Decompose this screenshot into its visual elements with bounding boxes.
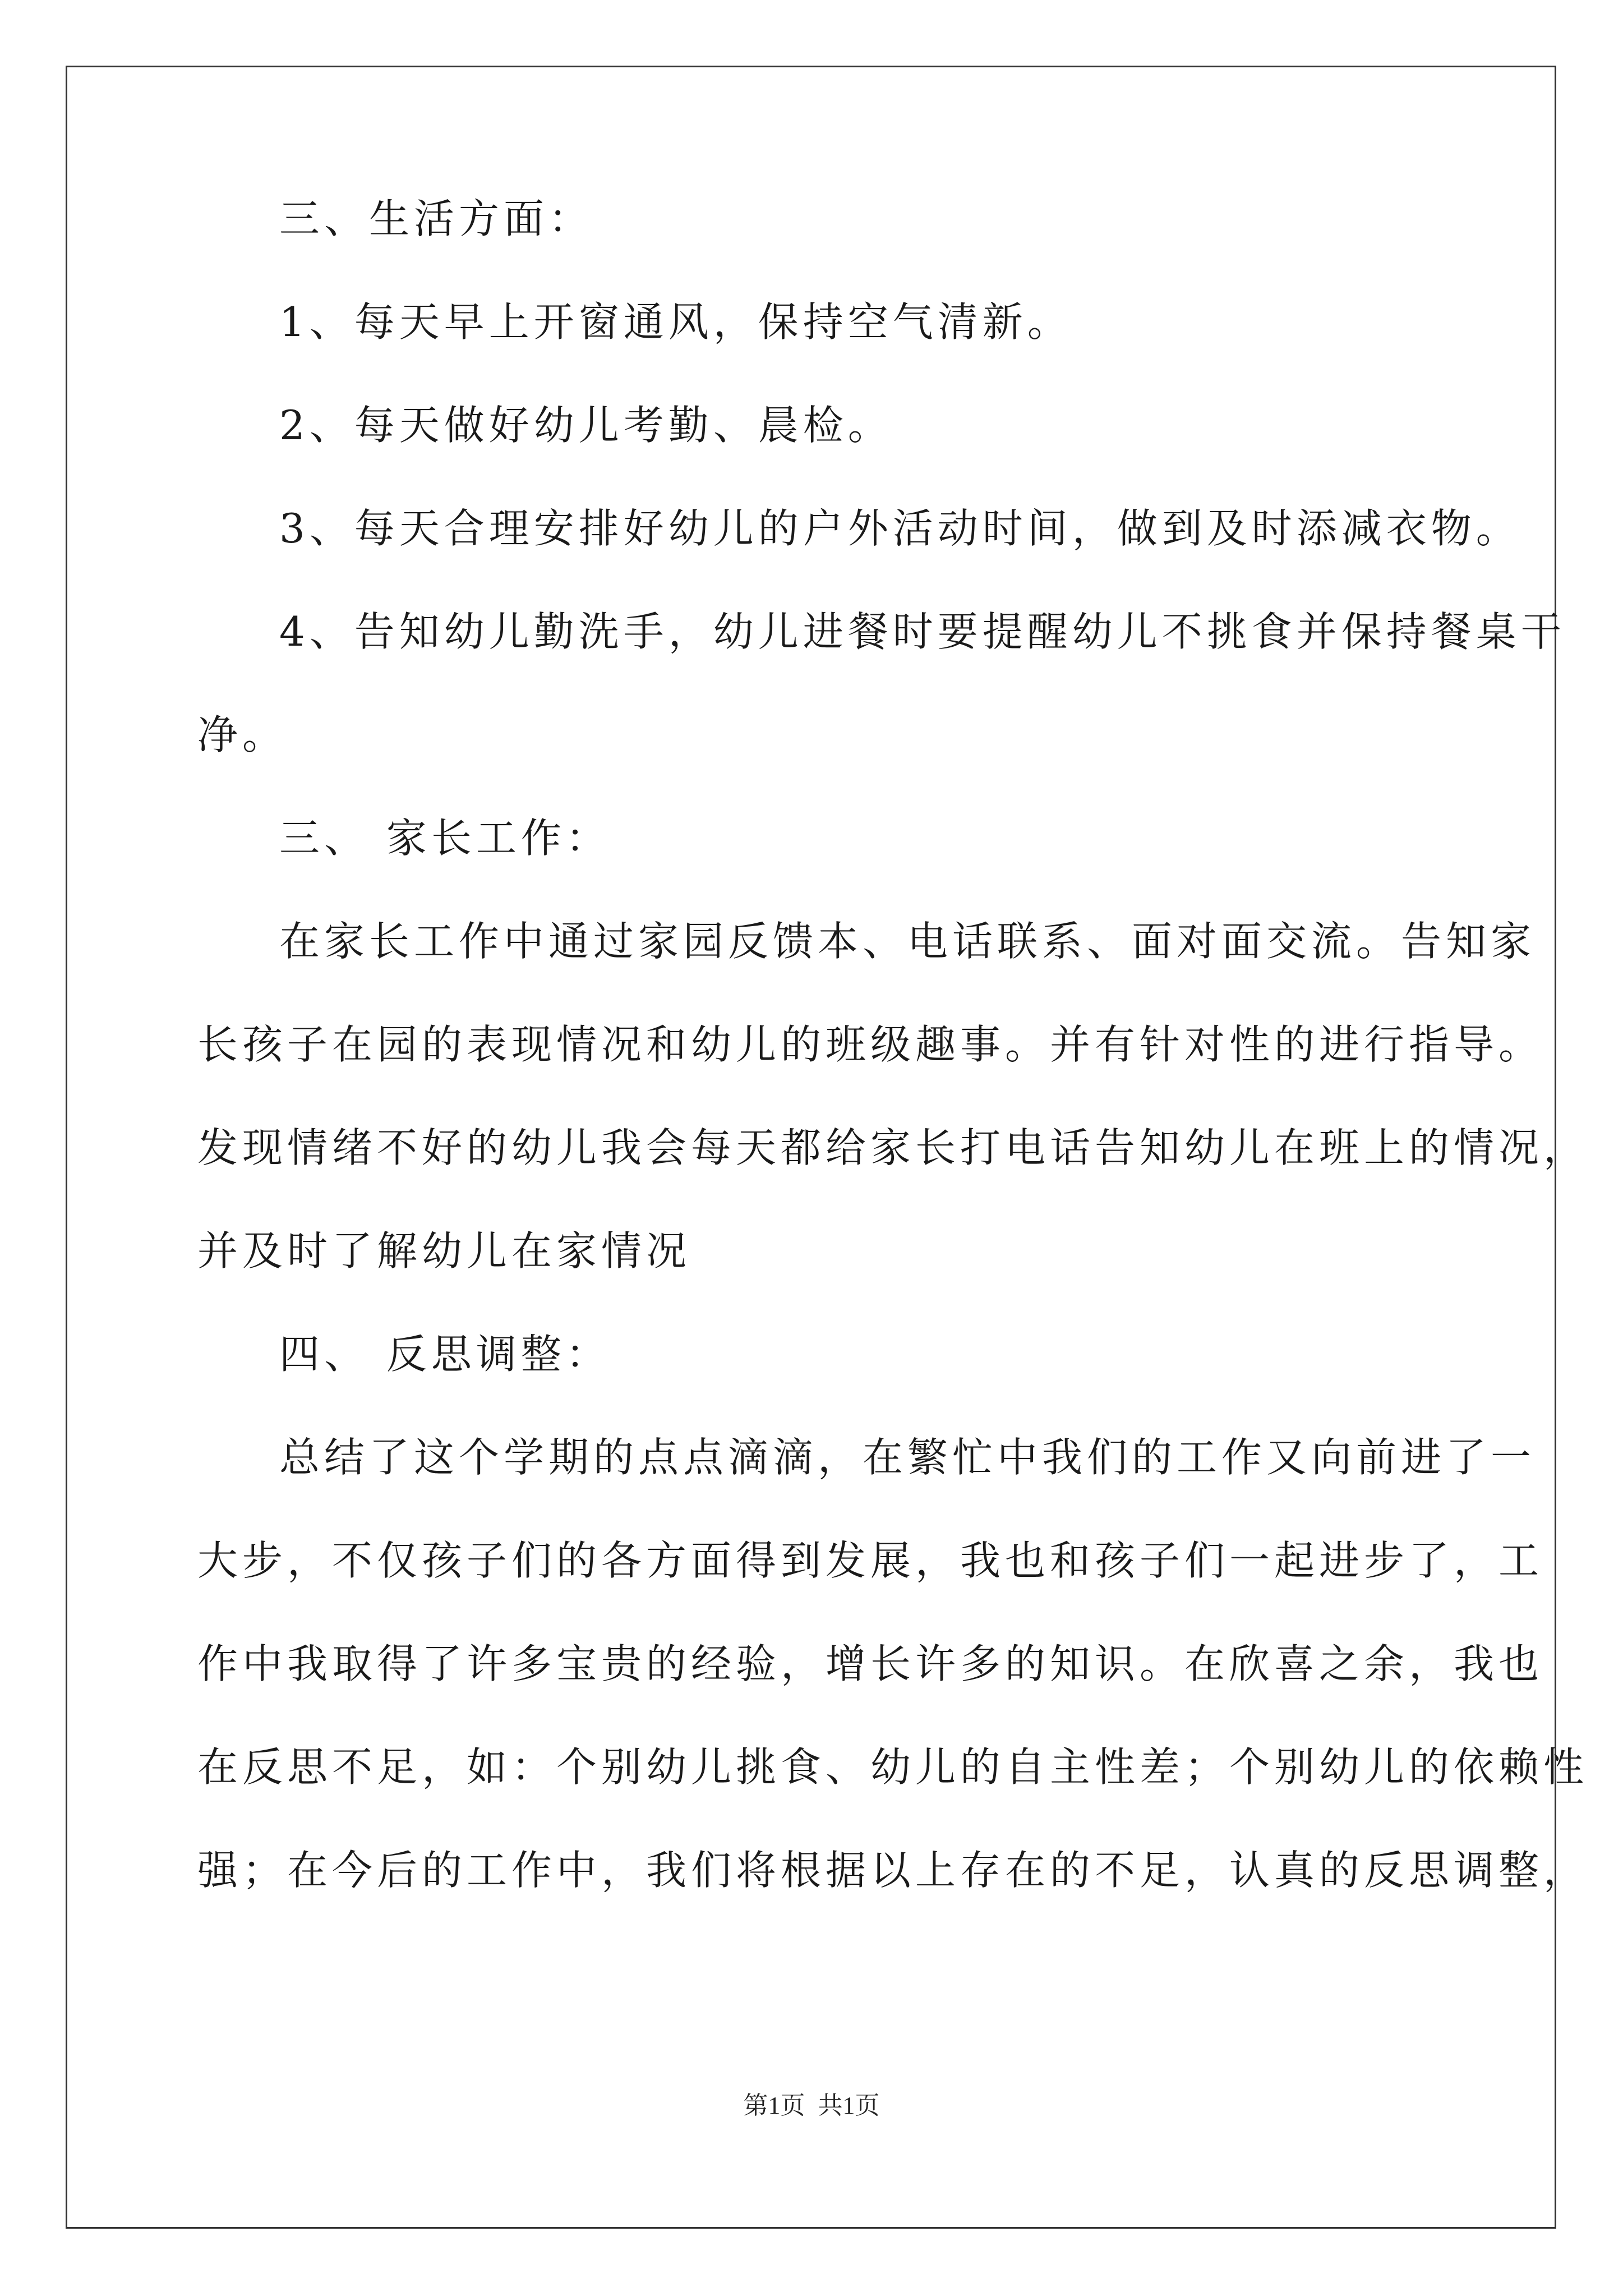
paragraph-line: 总结了这个学期的点点滴滴，在繁忙中我们的工作又向前进了一 [279,1434,1536,1481]
paragraph-line: 作中我取得了许多宝贵的经验，增长许多的知识。在欣喜之余，我也 [197,1640,1544,1687]
paragraph-line: 3、每天合理安排好幼儿的户外活动时间，做到及时添减衣物。 [279,505,1521,552]
paragraph-line: 强；在今后的工作中，我们将根据以上存在的不足，认真的反思调整， [197,1847,1589,1894]
paragraph-line: 2、每天做好幼儿考勤、晨检。 [279,402,893,449]
paragraph-line: 长孩子在园的表现情况和幼儿的班级趣事。并有针对性的进行指导。 [197,1021,1544,1068]
paragraph-line: 4、告知幼儿勤洗手，幼儿进餐时要提醒幼儿不挑食并保持餐桌干 [279,608,1566,655]
page-number: 第1页 [743,2092,805,2119]
paragraph-line: 发现情绪不好的幼儿我会每天都给家长打电话告知幼儿在班上的情况， [197,1124,1589,1171]
page-footer [0,2090,1623,2122]
paragraph-line: 净。 [197,711,288,758]
section-heading-life: 三、生活方面： [279,195,594,242]
paragraph-line: 大步，不仅孩子们的各方面得到发展，我也和孩子们一起进步了，工 [197,1537,1544,1584]
page-total: 共1页 [818,2092,880,2119]
paragraph-line: 并及时了解幼儿在家情况 [197,1227,691,1274]
paragraph-line: 在家长工作中通过家园反馈本、电话联系、面对面交流。告知家 [279,918,1536,965]
section-heading-parents: 三、 家长工作： [279,815,611,862]
paragraph-line: 1、每天早上开窗通风，保持空气清新。 [279,298,1072,346]
section-heading-reflection: 四、 反思调整： [279,1331,611,1378]
paragraph-line: 在反思不足，如：个别幼儿挑食、幼儿的自主性差；个别幼儿的依赖性 [197,1743,1589,1791]
